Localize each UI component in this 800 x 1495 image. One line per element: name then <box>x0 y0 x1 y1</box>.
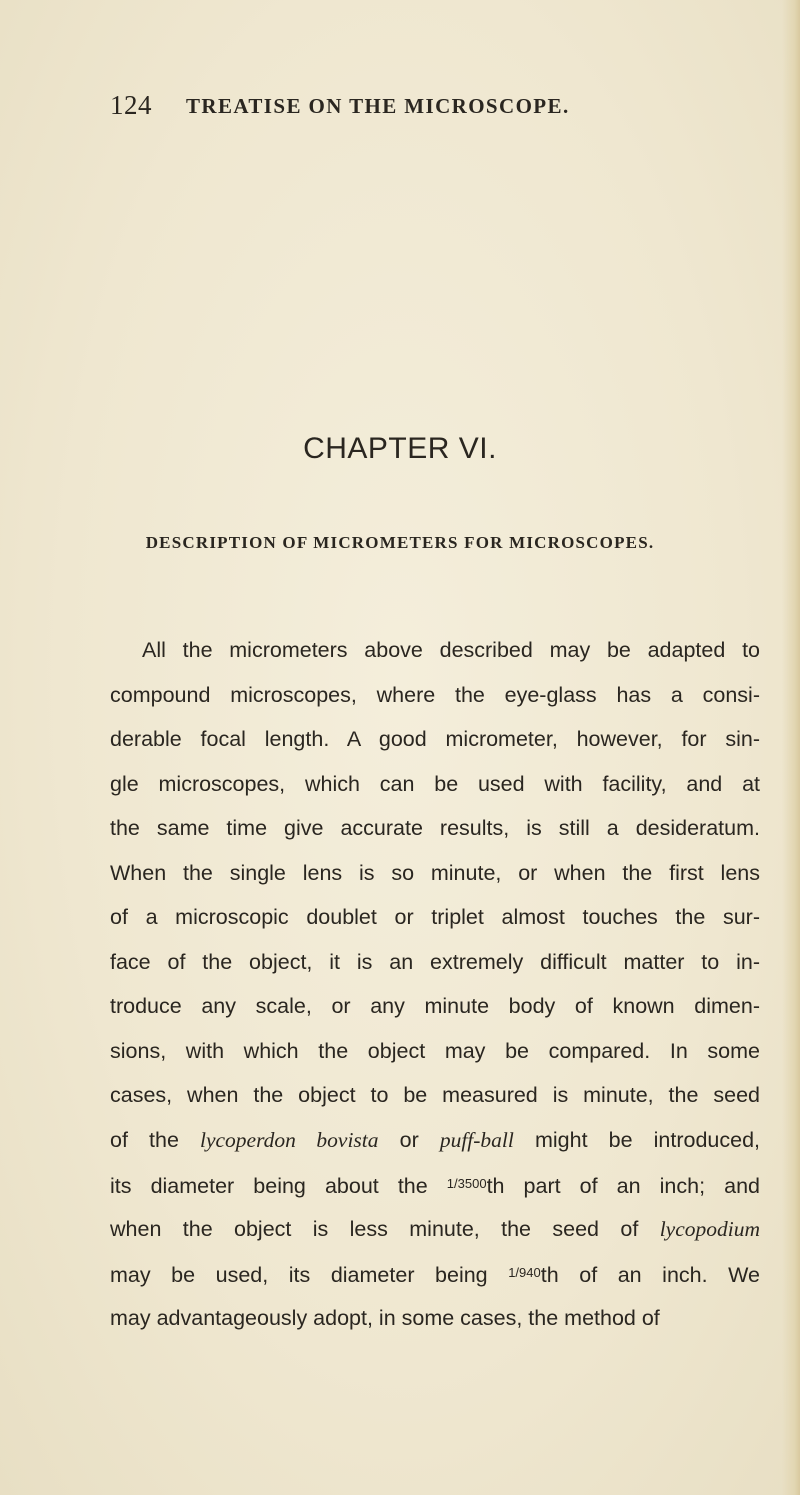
text-line <box>110 1118 760 1163</box>
text-line: cases, when the object to be measured is minute, the seed <box>110 1083 760 1107</box>
text-run: th of an inch. We <box>540 1263 761 1287</box>
running-head: TREATISE ON THE MICROSCOPE. <box>186 94 570 118</box>
text-run: or <box>399 1127 419 1152</box>
text-line: All the micrometers above described may be adapted to <box>142 638 760 662</box>
italic-term: lycoperdon bovista <box>200 1127 379 1152</box>
section-heading: DESCRIPTION OF MICROMETERS FOR MICROSCOPES. <box>145 533 655 552</box>
text-line: derable focal length. A good micrometer, however, for sin- <box>110 727 760 751</box>
text-run: its diameter being about the <box>110 1174 428 1198</box>
text-line: sions, with which the object may be compared. In some <box>110 1038 760 1063</box>
text-run: when the object is less minute, the seed of <box>110 1216 639 1241</box>
fraction: 1/3500 <box>446 1176 487 1191</box>
text-run: might be introduced, <box>534 1127 761 1152</box>
fraction: 1/940 <box>508 1265 541 1280</box>
text-line: compound microscopes, where the eye-glass has a consi- <box>110 682 760 707</box>
text-line <box>110 1251 760 1296</box>
body-paragraph <box>110 628 760 1340</box>
text-line: When the single lens is so minute, or when the first lens <box>110 860 760 885</box>
text-line: gle microscopes, which can be used with facility, and at <box>110 771 760 796</box>
text-run: may be used, its diameter being <box>110 1263 488 1287</box>
text-run: of the <box>110 1127 179 1152</box>
page-number: 124 <box>110 90 152 120</box>
text-line: of a microscopic doublet or triplet almost touches the sur- <box>110 905 760 929</box>
page-edge <box>782 0 800 1495</box>
text-line <box>110 1207 760 1252</box>
chapter-title: CHAPTER VI. <box>303 432 497 465</box>
text-line: face of the object, it is an extremely difficult matter to in- <box>110 949 760 974</box>
text-line: the same time give accurate results, is still a desideratum. <box>110 816 760 840</box>
running-header <box>110 90 750 130</box>
text-line <box>110 1162 760 1207</box>
text-line: may advantageously adopt, in some cases, the method of <box>110 1305 660 1330</box>
text-line: troduce any scale, or any minute body of known dimen- <box>110 994 760 1018</box>
italic-term: lycopodium <box>659 1216 760 1241</box>
text-run: th part of an inch; and <box>486 1174 761 1198</box>
italic-term: puff-ball <box>439 1127 514 1152</box>
